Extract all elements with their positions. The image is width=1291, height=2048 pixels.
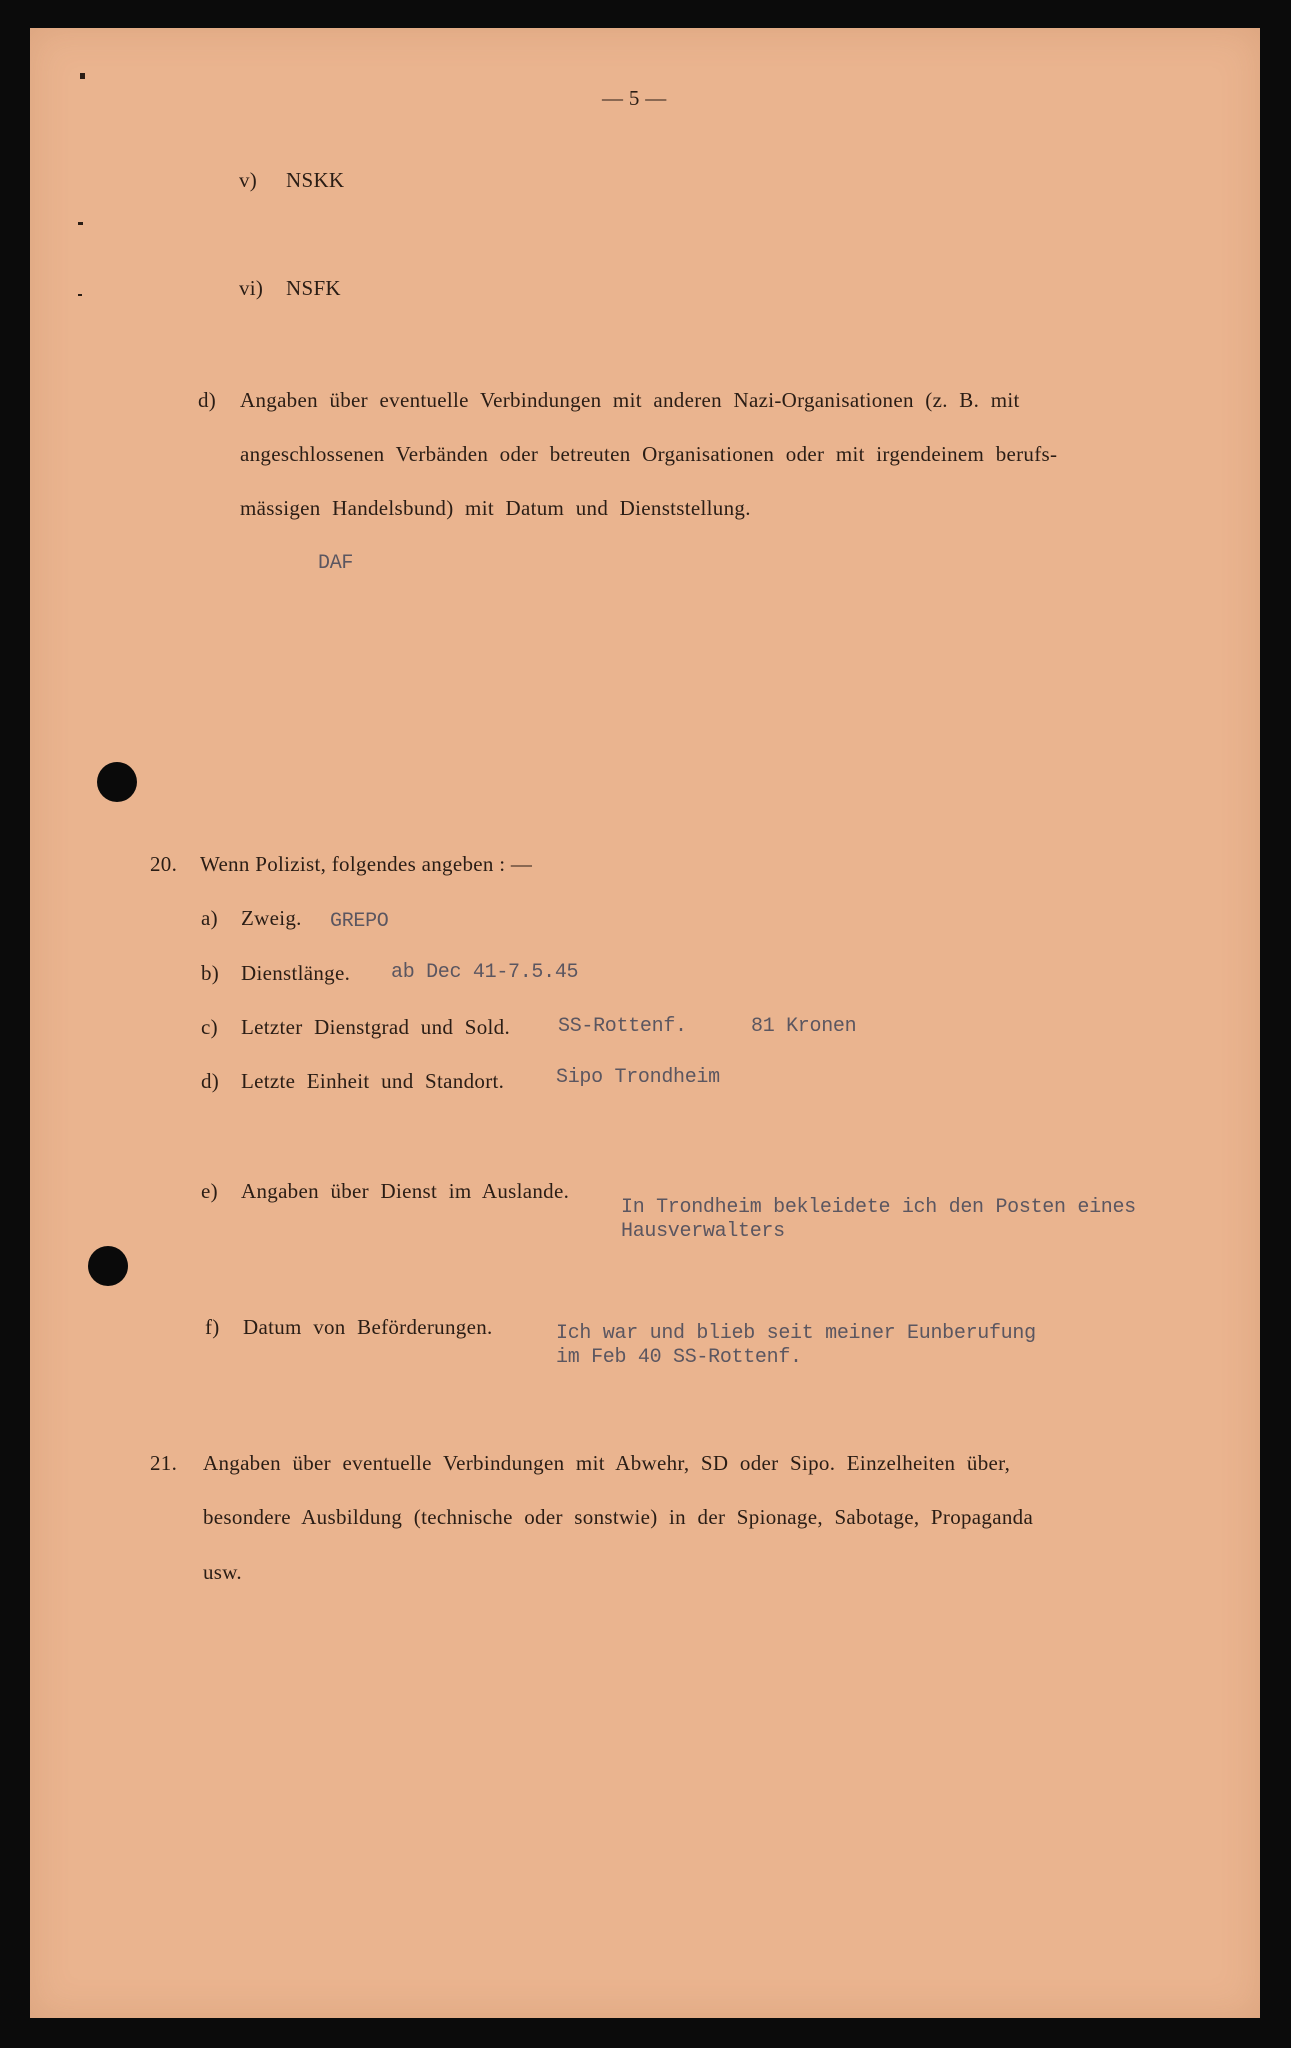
- q20-c-text: Letzter Dienstgrad und Sold.: [241, 1015, 511, 1039]
- q20-e-answer-line-2: Hausverwalters: [621, 1220, 785, 1243]
- q20-f-answer-line-2: im Feb 40 SS-Rottenf.: [556, 1346, 802, 1369]
- q20-e-answer-line-1: In Trondheim bekleidete ich den Posten eines: [621, 1196, 1136, 1219]
- item-v-text: NSKK: [286, 168, 345, 192]
- item-vi-text: NSFK: [286, 276, 341, 300]
- q20-a-label: a): [201, 906, 218, 930]
- q20-b-label: b): [201, 961, 220, 985]
- q20-d-text: Letzte Einheit und Standort.: [241, 1069, 505, 1093]
- q20-a-text: Zweig.: [241, 906, 302, 930]
- q20-a-answer: GREPO: [330, 910, 389, 933]
- q20-e-label: e): [201, 1179, 218, 1203]
- page-number: — 5 —: [602, 86, 667, 110]
- q21-line-1: Angaben über eventuelle Verbindungen mit Abwehr, SD oder Sipo. Einzelheiten über,: [203, 1451, 1011, 1475]
- margin-mark: [80, 73, 85, 79]
- q20-b-answer: ab Dec 41-7.5.45: [391, 961, 579, 984]
- q20-c-label: c): [201, 1015, 218, 1039]
- q20-f-text: Datum von Beförderungen.: [243, 1315, 493, 1339]
- item-d-label: d): [198, 388, 217, 412]
- q20-d-label: d): [201, 1069, 220, 1093]
- q21-line-3: usw.: [203, 1560, 242, 1584]
- punch-hole-top: [97, 762, 137, 802]
- q21-number: 21.: [150, 1451, 178, 1475]
- item-v-label: v): [239, 168, 258, 192]
- q20-number: 20.: [150, 852, 178, 876]
- q20-c-answer-salary: 81 Kronen: [751, 1015, 857, 1038]
- item-d-line-2: angeschlossenen Verbänden oder betreuten Organisationen oder mit irgendeinem berufs-: [240, 442, 1058, 466]
- item-vi-label: vi): [239, 276, 264, 300]
- q20-b-text: Dienstlänge.: [241, 961, 351, 985]
- q20-f-label: f): [205, 1315, 220, 1339]
- margin-mark: [78, 294, 82, 296]
- q20-c-answer: SS-Rottenf.: [558, 1015, 687, 1038]
- margin-mark: [78, 222, 83, 225]
- q21-line-2: besondere Ausbildung (technische oder sonstwie) in der Spionage, Sabotage, Propaganda: [203, 1505, 1034, 1529]
- item-d-answer: DAF: [318, 552, 354, 575]
- q20-f-answer-line-1: Ich war und blieb seit meiner Eunberufung: [556, 1322, 1036, 1345]
- q20-d-answer: Sipo Trondheim: [556, 1066, 720, 1089]
- item-d-line-1: Angaben über eventuelle Verbindungen mit anderen Nazi-Organisationen (z. B. mit: [240, 388, 1020, 412]
- item-d-line-3: mässigen Handelsbund) mit Datum und Dienststellung.: [240, 496, 751, 520]
- punch-hole-bottom: [88, 1246, 128, 1286]
- q20-e-text: Angaben über Dienst im Auslande.: [241, 1179, 570, 1203]
- q20-text: Wenn Polizist, folgendes angeben : —: [200, 852, 533, 876]
